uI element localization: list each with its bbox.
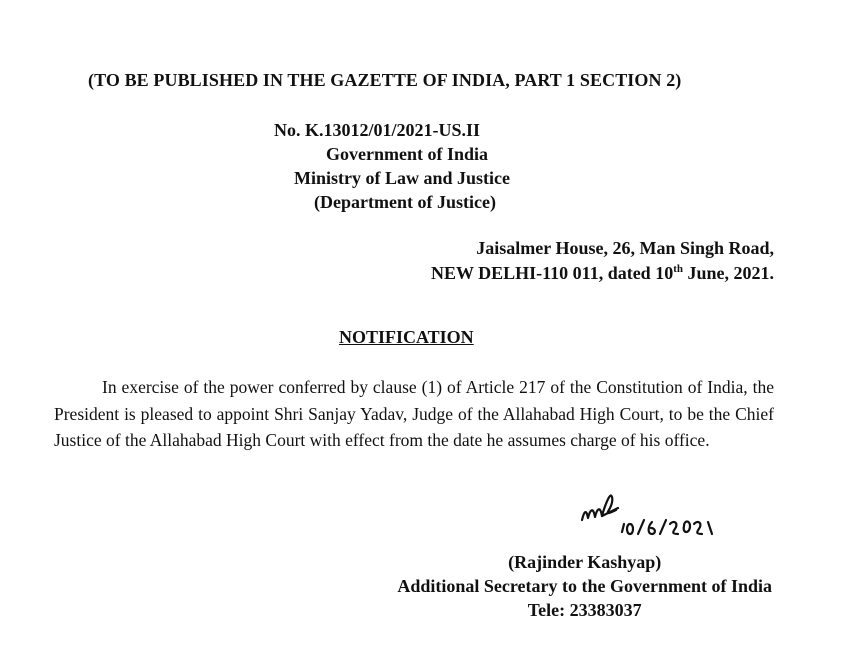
notification-body: In exercise of the power conferred by clause (1) of Article 217 of the Constitution of India, the President is pleased to appoint Shri Sanjay Yadav, Judge of the Allahabad High Court, to be the Chief Justice of the Allahabad High Court with effect from the date he assumes charge of his office.: [54, 377, 774, 450]
place-date-prefix: NEW DELHI-110 011, dated 10: [430, 263, 674, 283]
signatory-designation: Additional Secretary to the Government of India: [397, 576, 772, 596]
place-date-suffix: June, 2021.: [682, 263, 774, 283]
file-number: No. K.13012/01/2021-US.II: [274, 120, 481, 140]
address-date-block: [431, 236, 774, 286]
signatory-phone: Tele: 23383037: [527, 600, 642, 620]
notification-title: NOTIFICATION: [339, 327, 474, 347]
department-name: (Department of Justice): [314, 192, 496, 212]
signatory-block: [397, 550, 772, 622]
signatory-name: (Rajinder Kashyap): [508, 552, 662, 572]
government-name: Government of India: [326, 144, 488, 164]
handwritten-signature: [572, 490, 752, 550]
date-ordinal-suffix: th: [673, 263, 683, 275]
ministry-name: Ministry of Law and Justice: [294, 168, 510, 188]
issuing-authority-block: [274, 118, 510, 214]
address-line: Jaisalmer House, 26, Man Singh Road,: [476, 238, 774, 258]
place-date-line: [431, 261, 774, 286]
gazette-publication-line: (TO BE PUBLISHED IN THE GAZETTE OF INDIA, PART 1 SECTION 2): [88, 70, 682, 90]
